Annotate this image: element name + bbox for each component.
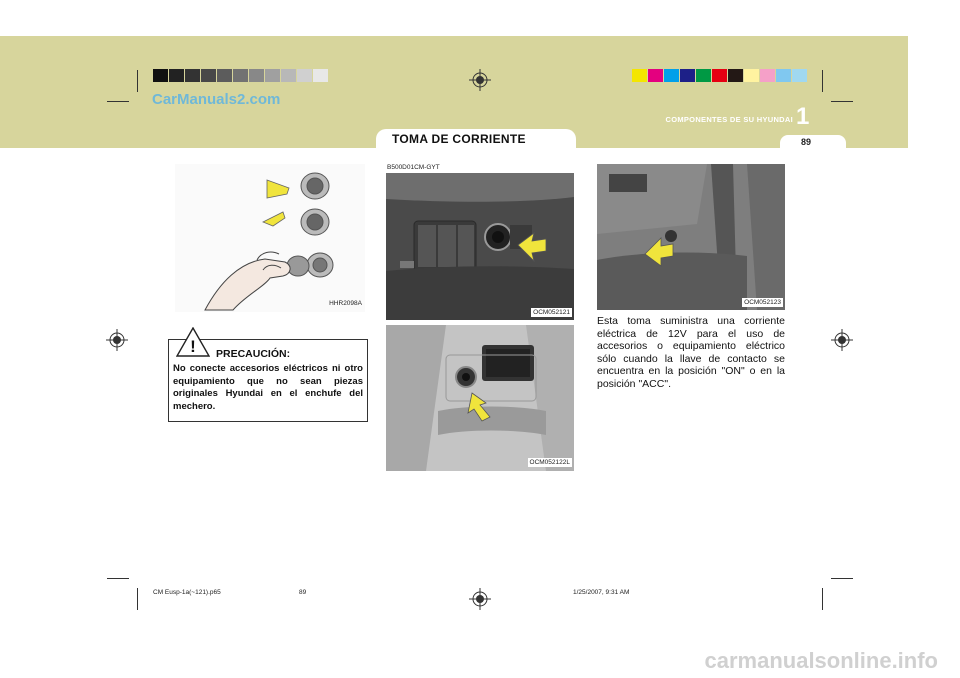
console-rear-photo	[386, 325, 574, 471]
crop-mark	[822, 70, 823, 92]
warning-icon	[176, 327, 210, 357]
chapter-title: COMPONENTES DE SU HYUNDAI	[665, 115, 793, 124]
cargo-area-photo	[597, 164, 785, 310]
cargo-area-drawing	[597, 164, 785, 310]
registration-mark-icon	[831, 329, 853, 351]
crop-mark	[107, 578, 129, 579]
caution-body: No conecte accesorios eléctricos ni otro equipamiento que no sean piezas originales Hyundai en el enchufe del mechero.	[173, 363, 363, 412]
caution-title: PRECAUCIÓN:	[216, 348, 291, 360]
footer-watermark: carmanualsonline.info	[704, 648, 938, 673]
chapter-number: 1	[796, 103, 810, 130]
lighter-illustration	[175, 164, 365, 312]
crop-mark	[137, 70, 138, 92]
description-text: Esta toma suministra una corriente eléctrica de 12V para el uso de accesorios o equipamiento eléctrico sólo cuando la llave de contacto se encuentra en la posición "ON" o en la posición "ACC".	[597, 315, 785, 390]
image-code: OCM052123	[744, 299, 781, 306]
registration-mark-icon	[469, 69, 491, 91]
lighter-drawing	[175, 164, 365, 312]
registration-mark-icon	[469, 588, 491, 610]
page-number: 89	[800, 137, 811, 147]
footer-date: 1/25/2007, 9:31 AM	[573, 589, 630, 596]
crop-mark	[822, 588, 823, 610]
crop-mark	[107, 101, 129, 102]
crop-mark	[137, 588, 138, 610]
footer-file: CM Eusp-1a(~121).p65	[153, 589, 221, 596]
crop-mark	[831, 578, 853, 579]
footer-page: 89	[299, 589, 307, 596]
image-code: OCM052121	[533, 309, 570, 316]
svg-text:!: !	[190, 337, 196, 356]
watermark: CarManuals2.com	[152, 91, 281, 108]
crop-mark	[831, 101, 853, 102]
section-title: TOMA DE CORRIENTE	[392, 132, 526, 146]
console-rear-drawing	[386, 325, 574, 471]
section-code: B500D01CM-GYT	[387, 164, 440, 171]
console-front-photo	[386, 173, 574, 320]
registration-mark-icon	[106, 329, 128, 351]
image-code: HHR2098A	[329, 300, 362, 307]
console-front-drawing	[386, 173, 574, 320]
image-code: OCM052122L	[529, 459, 570, 466]
